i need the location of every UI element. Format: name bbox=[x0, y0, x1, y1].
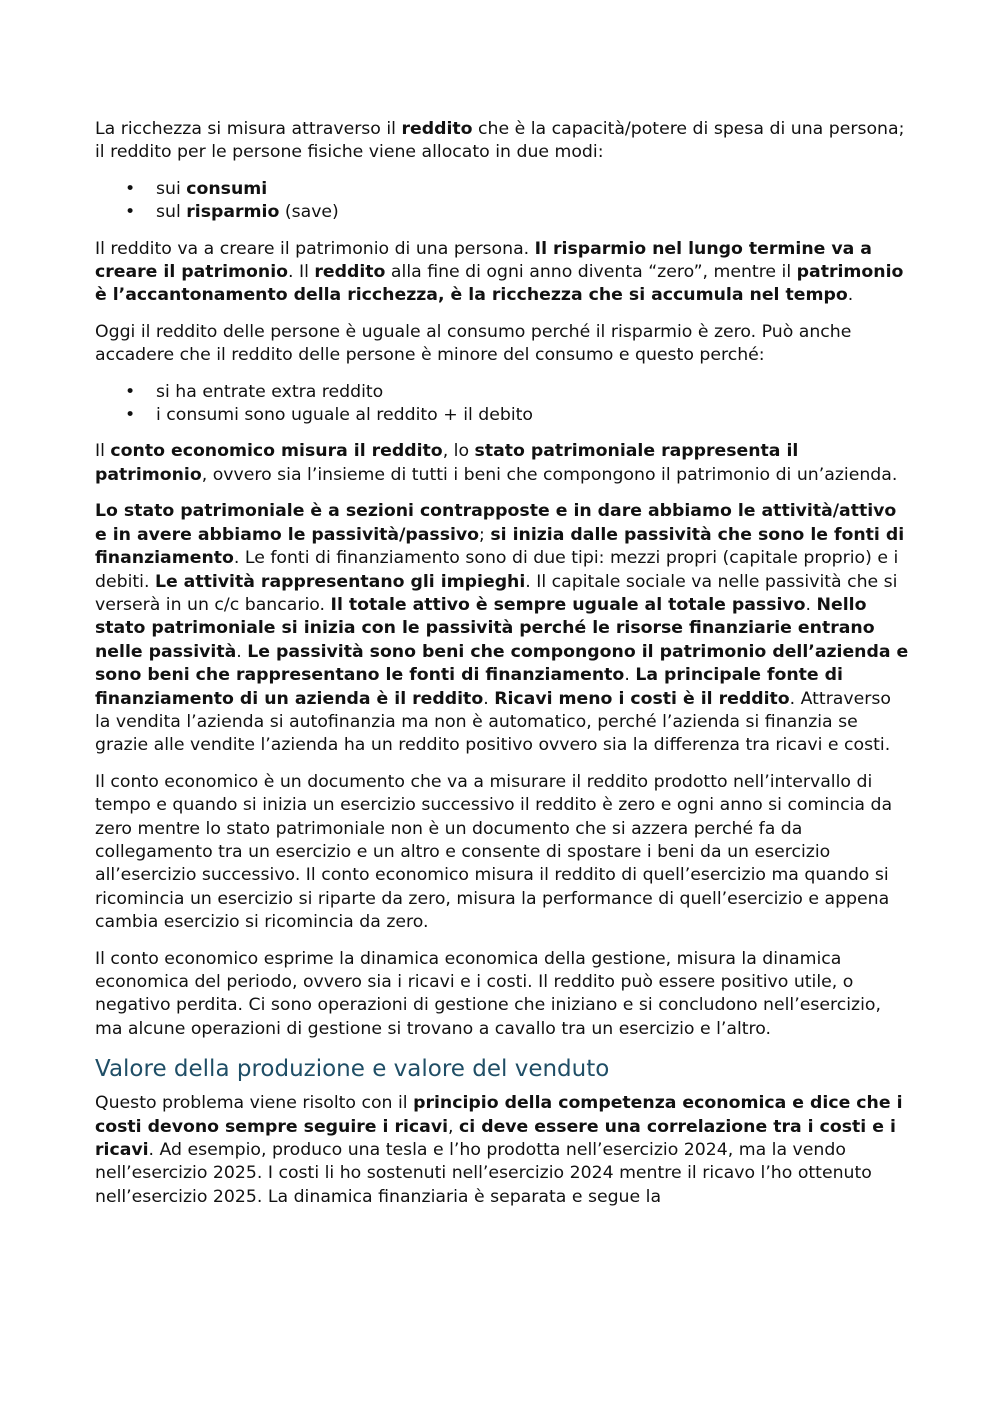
bold-text: Il totale attivo è sempre uguale al totale passivo bbox=[330, 594, 806, 615]
bullet-icon: • bbox=[125, 202, 136, 223]
bold-text: Le attività rappresentano gli impieghi bbox=[154, 571, 526, 592]
bold-text: Il risparmio nel lungo termine va a creare il patrimonio bbox=[95, 238, 872, 283]
bold-text: patrimonio è l’accantonamento della ricchezza, è la ricchezza che si accumula nel tempo bbox=[95, 262, 904, 306]
text-run: . bbox=[483, 688, 495, 709]
list-item bbox=[95, 404, 910, 427]
document-body bbox=[95, 118, 910, 1222]
text-run: (save) bbox=[279, 202, 339, 223]
text-run: , lo bbox=[442, 441, 475, 462]
paragraph-conto-economico bbox=[95, 440, 910, 487]
bold-text: stato patrimoniale rappresenta il patrimonio bbox=[95, 441, 799, 485]
text-run: sul bbox=[156, 202, 187, 223]
text-run: . bbox=[805, 594, 817, 615]
text-run: ; bbox=[479, 524, 491, 545]
bold-text: consumi bbox=[186, 178, 268, 199]
paragraph-stato-patrimoniale bbox=[95, 500, 910, 757]
paragraph-dinamica-economica bbox=[95, 948, 910, 1042]
text-run: . Attraverso la vendita l’azienda si autofinanzia ma non è automatico, perché l’azienda si finanzia se grazie alle vendite l’azienda ha un reddito positivo ovvero sia la differenza tra ricavi e costi. bbox=[95, 688, 891, 756]
text-run: Questo problema viene risolto con il bbox=[95, 1093, 414, 1114]
text-run: Il reddito va a creare il patrimonio di una persona. bbox=[95, 238, 535, 259]
bold-text: Nello stato patrimoniale si inizia con le passività perché le risorse finanziarie entrano nelle passività bbox=[95, 594, 875, 662]
bold-text: principio della competenza economica e dice che i costi devono sempre seguire i ricavi bbox=[95, 1093, 903, 1137]
list-item bbox=[95, 178, 910, 201]
text-run: . Le fonti di finanziamento sono di due tipi: mezzi propri (capitale proprio) e i debiti. bbox=[95, 548, 899, 592]
text-run: sui bbox=[156, 178, 187, 199]
bold-text: Le passività sono beni che compongono il patrimonio dell’azienda e sono beni che rappresentano le fonti di finanziamento bbox=[95, 641, 909, 686]
bold-text: La principale fonte di finanziamento di un azienda è il reddito bbox=[95, 665, 843, 709]
paragraph-esercizio bbox=[95, 771, 910, 935]
bullet-icon: • bbox=[125, 405, 136, 426]
bold-text: conto economico misura il reddito bbox=[110, 441, 443, 462]
bold-text: si inizia dalle passività che sono le fonti di finanziamento bbox=[95, 524, 905, 569]
text-run: , ovvero sia l’insieme di tutti i beni che compongono il patrimonio di un’azienda. bbox=[201, 464, 898, 485]
bullet-icon: • bbox=[125, 381, 136, 402]
text-run: Il bbox=[95, 441, 111, 462]
text-run: che è la capacità/potere di spesa di una persona; il reddito per le persone fisiche viene allocato in due modi: bbox=[95, 119, 905, 163]
bold-text: Ricavi meno i costi è il reddito bbox=[494, 688, 790, 709]
list-item bbox=[95, 201, 910, 224]
bullet-icon: • bbox=[125, 178, 136, 199]
text-run: . bbox=[236, 641, 248, 662]
paragraph-consumo bbox=[95, 321, 910, 368]
text-run: Il conto economico esprime la dinamica economica della gestione, misura la dinamica economica del periodo, ovvero sia i ricavi e i costi. Il reddito può essere positivo utile, o negativo perdita. Ci sono operazioni di gestione che iniziano e si concludono nell’esercizio, ma alcune operazioni di gestione si trovano a cavallo tra un esercizio e l’altro. bbox=[95, 948, 881, 1039]
text-run: . bbox=[847, 285, 854, 306]
text-run: . Il capitale sociale va nelle passività che si verserà in un c/c bancario. bbox=[95, 571, 898, 615]
list-item bbox=[95, 381, 910, 404]
text-run: . Ad esempio, produco una tesla e l’ho prodotta nell’esercizio 2024, ma la vendo nell’esercizio 2025. I costi li ho sostenuti nell’esercizio 2024 mentre il ricavo l’ho ottenuto nell’esercizio 2025. La dinamica finanziaria è separata e segue la bbox=[95, 1140, 872, 1207]
paragraph-reddito-intro bbox=[95, 118, 910, 165]
section-heading: Valore della produzione e valore del venduto bbox=[95, 1056, 610, 1083]
bold-text: reddito bbox=[314, 262, 386, 283]
paragraph-patrimonio bbox=[95, 238, 910, 308]
text-run: La ricchezza si misura attraverso il bbox=[95, 119, 402, 139]
text-run: . bbox=[624, 665, 636, 686]
paragraph-competenza bbox=[95, 1092, 910, 1209]
allocation-list bbox=[95, 178, 910, 225]
text-run: i consumi sono uguale al reddito + il debito bbox=[156, 405, 534, 426]
bold-text: ci deve essere una correlazione tra i costi e i ricavi bbox=[95, 1116, 896, 1161]
bold-text: reddito bbox=[401, 119, 473, 139]
reasons-list bbox=[95, 381, 910, 428]
text-run: . Il bbox=[288, 262, 315, 283]
bold-text: risparmio bbox=[186, 202, 280, 223]
text-run: , bbox=[448, 1116, 460, 1137]
text-run: Il conto economico è un documento che va a misurare il reddito prodotto nell’intervallo di tempo e quando si inizia un esercizio successivo il reddito è zero e ogni anno si comincia da zero mentre lo stato patrimoniale non è un documento che si azzera perché fa da collegamento tra un esercizio e un altro e consente di spostare i beni da un esercizio all’esercizio successivo. Il conto economico misura il reddito di quell’esercizio ma quando si ricomincia un esercizio si riparte da zero, misura la performance di quell’esercizio e appena cambia esercizio si ricomincia da zero. bbox=[95, 771, 893, 933]
text-run: si ha entrate extra reddito bbox=[156, 381, 384, 402]
text-run: alla fine di ogni anno diventa “zero”, mentre il bbox=[385, 262, 797, 283]
text-run: Oggi il reddito delle persone è uguale al consumo perché il risparmio è zero. Può anche accadere che il reddito delle persone è minore del consumo e questo perché: bbox=[95, 321, 852, 366]
bold-text: Lo stato patrimoniale è a sezioni contrapposte e in dare abbiamo le attività/attivo e in avere abbiamo le passività/passivo bbox=[95, 501, 897, 545]
